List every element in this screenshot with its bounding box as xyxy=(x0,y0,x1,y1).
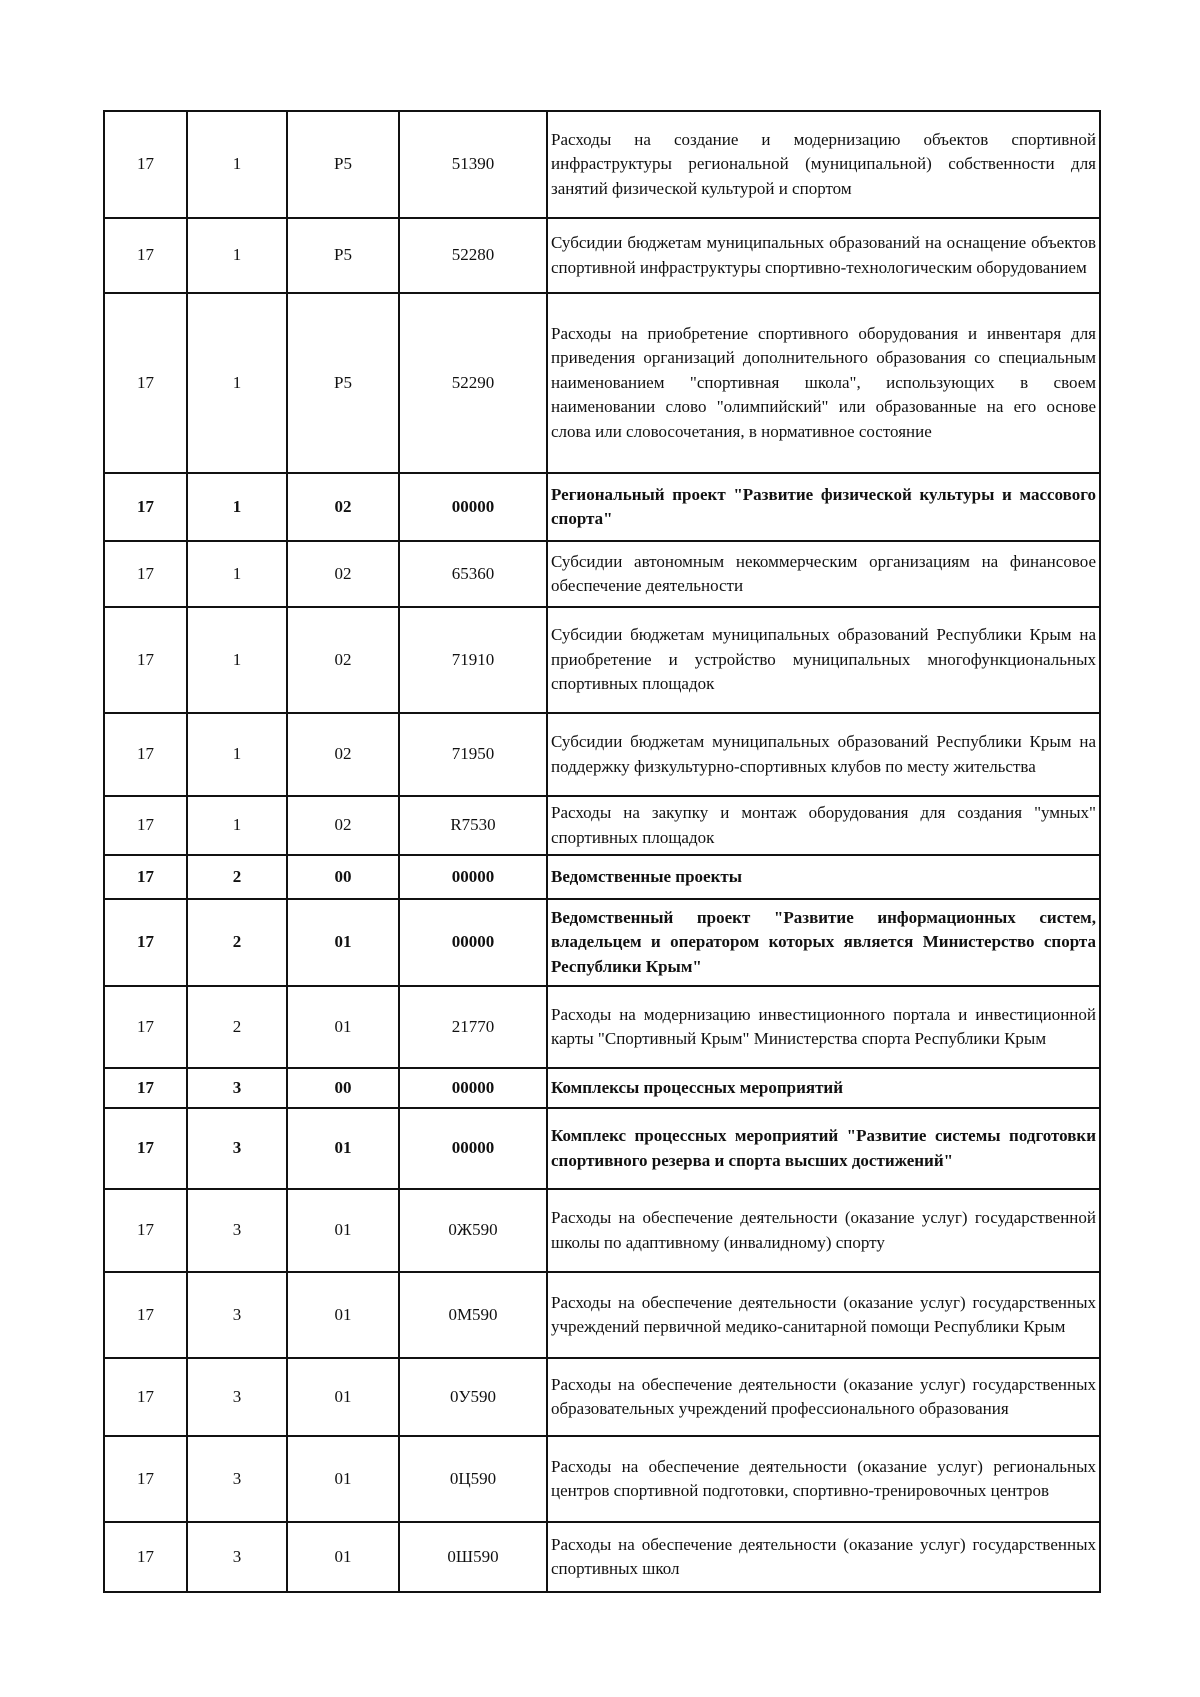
expense-code-cell: 52280 xyxy=(399,218,547,293)
project-code-cell: 01 xyxy=(287,1522,399,1592)
table-row xyxy=(104,855,1100,899)
program-code-cell: 17 xyxy=(104,293,187,473)
program-code-cell: 17 xyxy=(104,111,187,218)
project-code-cell: 02 xyxy=(287,796,399,855)
description-cell: Расходы на обеспечение деятельности (оказание услуг) региональных центров спортивной подготовки, спортивно-тренировочных центров xyxy=(547,1436,1100,1522)
description-cell: Расходы на обеспечение деятельности (оказание услуг) государственных образовательных учреждений профессионального образования xyxy=(547,1358,1100,1436)
expense-code-cell: 0Ж590 xyxy=(399,1189,547,1272)
project-code-cell: 01 xyxy=(287,1189,399,1272)
subprogram-code-cell: 1 xyxy=(187,293,287,473)
subprogram-code-cell: 3 xyxy=(187,1436,287,1522)
subprogram-code-cell: 1 xyxy=(187,111,287,218)
expense-code-cell: 0У590 xyxy=(399,1358,547,1436)
expense-code-cell: 71950 xyxy=(399,713,547,796)
expense-code-cell: 00000 xyxy=(399,473,547,541)
table-row xyxy=(104,1358,1100,1436)
table-row xyxy=(104,1108,1100,1189)
subprogram-code-cell: 1 xyxy=(187,218,287,293)
expense-code-cell: 0М590 xyxy=(399,1272,547,1358)
program-code-cell: 17 xyxy=(104,541,187,607)
table-row xyxy=(104,111,1100,218)
program-code-cell: 17 xyxy=(104,986,187,1068)
project-code-cell: 01 xyxy=(287,899,399,986)
expense-code-cell: 51390 xyxy=(399,111,547,218)
table-row xyxy=(104,1522,1100,1592)
description-cell: Субсидии бюджетам муниципальных образований Республики Крым на поддержку физкультурно-спортивных клубов по месту жительства xyxy=(547,713,1100,796)
project-code-cell: Р5 xyxy=(287,293,399,473)
description-cell: Субсидии автономным некоммерческим организациям на финансовое обеспечение деятельности xyxy=(547,541,1100,607)
program-code-cell: 17 xyxy=(104,796,187,855)
description-cell: Ведомственные проекты xyxy=(547,855,1100,899)
project-code-cell: 01 xyxy=(287,1272,399,1358)
table-row xyxy=(104,541,1100,607)
expense-code-cell: 65360 xyxy=(399,541,547,607)
expense-code-cell: 52290 xyxy=(399,293,547,473)
program-code-cell: 17 xyxy=(104,1108,187,1189)
subprogram-code-cell: 2 xyxy=(187,855,287,899)
subprogram-code-cell: 3 xyxy=(187,1358,287,1436)
subprogram-code-cell: 3 xyxy=(187,1189,287,1272)
description-cell: Комплексы процессных мероприятий xyxy=(547,1068,1100,1108)
project-code-cell: Р5 xyxy=(287,111,399,218)
description-cell: Региональный проект "Развитие физической культуры и массового спорта" xyxy=(547,473,1100,541)
table-row xyxy=(104,1436,1100,1522)
program-code-cell: 17 xyxy=(104,1522,187,1592)
project-code-cell: 01 xyxy=(287,1108,399,1189)
description-cell: Комплекс процессных мероприятий "Развитие системы подготовки спортивного резерва и спорта высших достижений" xyxy=(547,1108,1100,1189)
subprogram-code-cell: 2 xyxy=(187,986,287,1068)
program-code-cell: 17 xyxy=(104,218,187,293)
program-code-cell: 17 xyxy=(104,1272,187,1358)
description-cell: Расходы на закупку и монтаж оборудования для создания "умных" спортивных площадок xyxy=(547,796,1100,855)
description-cell: Субсидии бюджетам муниципальных образований Республики Крым на приобретение и устройство муниципальных многофункциональных спортивных площадок xyxy=(547,607,1100,713)
description-cell: Расходы на приобретение спортивного оборудования и инвентаря для приведения организаций дополнительного образования со специальным наименованием "спортивная школа", использующих в своем наименовании слово "олимпийский" или образованные на его основе слова или словосочетания, в нормативное состояние xyxy=(547,293,1100,473)
program-code-cell: 17 xyxy=(104,607,187,713)
project-code-cell: 02 xyxy=(287,541,399,607)
subprogram-code-cell: 1 xyxy=(187,607,287,713)
table-row xyxy=(104,218,1100,293)
expense-code-cell: 71910 xyxy=(399,607,547,713)
description-cell: Субсидии бюджетам муниципальных образований на оснащение объектов спортивной инфраструктуры спортивно-технологическим оборудованием xyxy=(547,218,1100,293)
subprogram-code-cell: 3 xyxy=(187,1108,287,1189)
program-code-cell: 17 xyxy=(104,899,187,986)
project-code-cell: 02 xyxy=(287,713,399,796)
subprogram-code-cell: 3 xyxy=(187,1272,287,1358)
expense-code-cell: 00000 xyxy=(399,1108,547,1189)
program-code-cell: 17 xyxy=(104,1189,187,1272)
description-cell: Расходы на обеспечение деятельности (оказание услуг) государственных спортивных школ xyxy=(547,1522,1100,1592)
program-code-cell: 17 xyxy=(104,473,187,541)
program-code-cell: 17 xyxy=(104,713,187,796)
description-cell: Расходы на создание и модернизацию объектов спортивной инфраструктуры региональной (муниципальной) собственности для занятий физической культурой и спортом xyxy=(547,111,1100,218)
table-row xyxy=(104,473,1100,541)
subprogram-code-cell: 3 xyxy=(187,1522,287,1592)
table-row xyxy=(104,986,1100,1068)
subprogram-code-cell: 1 xyxy=(187,473,287,541)
expense-code-cell: 00000 xyxy=(399,855,547,899)
project-code-cell: 01 xyxy=(287,1436,399,1522)
program-code-cell: 17 xyxy=(104,1068,187,1108)
expense-code-cell: 0Ш590 xyxy=(399,1522,547,1592)
description-cell: Расходы на модернизацию инвестиционного портала и инвестиционной карты "Спортивный Крым" Министерства спорта Республики Крым xyxy=(547,986,1100,1068)
expense-code-cell: R7530 xyxy=(399,796,547,855)
project-code-cell: 00 xyxy=(287,855,399,899)
expense-code-cell: 0Ц590 xyxy=(399,1436,547,1522)
table-row xyxy=(104,607,1100,713)
subprogram-code-cell: 1 xyxy=(187,713,287,796)
table-row xyxy=(104,899,1100,986)
program-code-cell: 17 xyxy=(104,855,187,899)
program-code-cell: 17 xyxy=(104,1436,187,1522)
description-cell: Ведомственный проект "Развитие информационных систем, владельцем и оператором которых является Министерство спорта Республики Крым" xyxy=(547,899,1100,986)
table-row xyxy=(104,1272,1100,1358)
expense-code-cell: 00000 xyxy=(399,899,547,986)
project-code-cell: 00 xyxy=(287,1068,399,1108)
table-row xyxy=(104,293,1100,473)
table-row xyxy=(104,1068,1100,1108)
description-cell: Расходы на обеспечение деятельности (оказание услуг) государственных учреждений первичной медико-санитарной помощи Республики Крым xyxy=(547,1272,1100,1358)
description-cell: Расходы на обеспечение деятельности (оказание услуг) государственной школы по адаптивному (инвалидному) спорту xyxy=(547,1189,1100,1272)
project-code-cell: 01 xyxy=(287,1358,399,1436)
project-code-cell: 02 xyxy=(287,607,399,713)
subprogram-code-cell: 2 xyxy=(187,899,287,986)
subprogram-code-cell: 3 xyxy=(187,1068,287,1108)
table-row xyxy=(104,713,1100,796)
budget-classification-table xyxy=(103,110,1101,1593)
project-code-cell: 01 xyxy=(287,986,399,1068)
program-code-cell: 17 xyxy=(104,1358,187,1436)
subprogram-code-cell: 1 xyxy=(187,796,287,855)
table-row xyxy=(104,1189,1100,1272)
subprogram-code-cell: 1 xyxy=(187,541,287,607)
project-code-cell: 02 xyxy=(287,473,399,541)
table-row xyxy=(104,796,1100,855)
expense-code-cell: 00000 xyxy=(399,1068,547,1108)
project-code-cell: Р5 xyxy=(287,218,399,293)
expense-code-cell: 21770 xyxy=(399,986,547,1068)
